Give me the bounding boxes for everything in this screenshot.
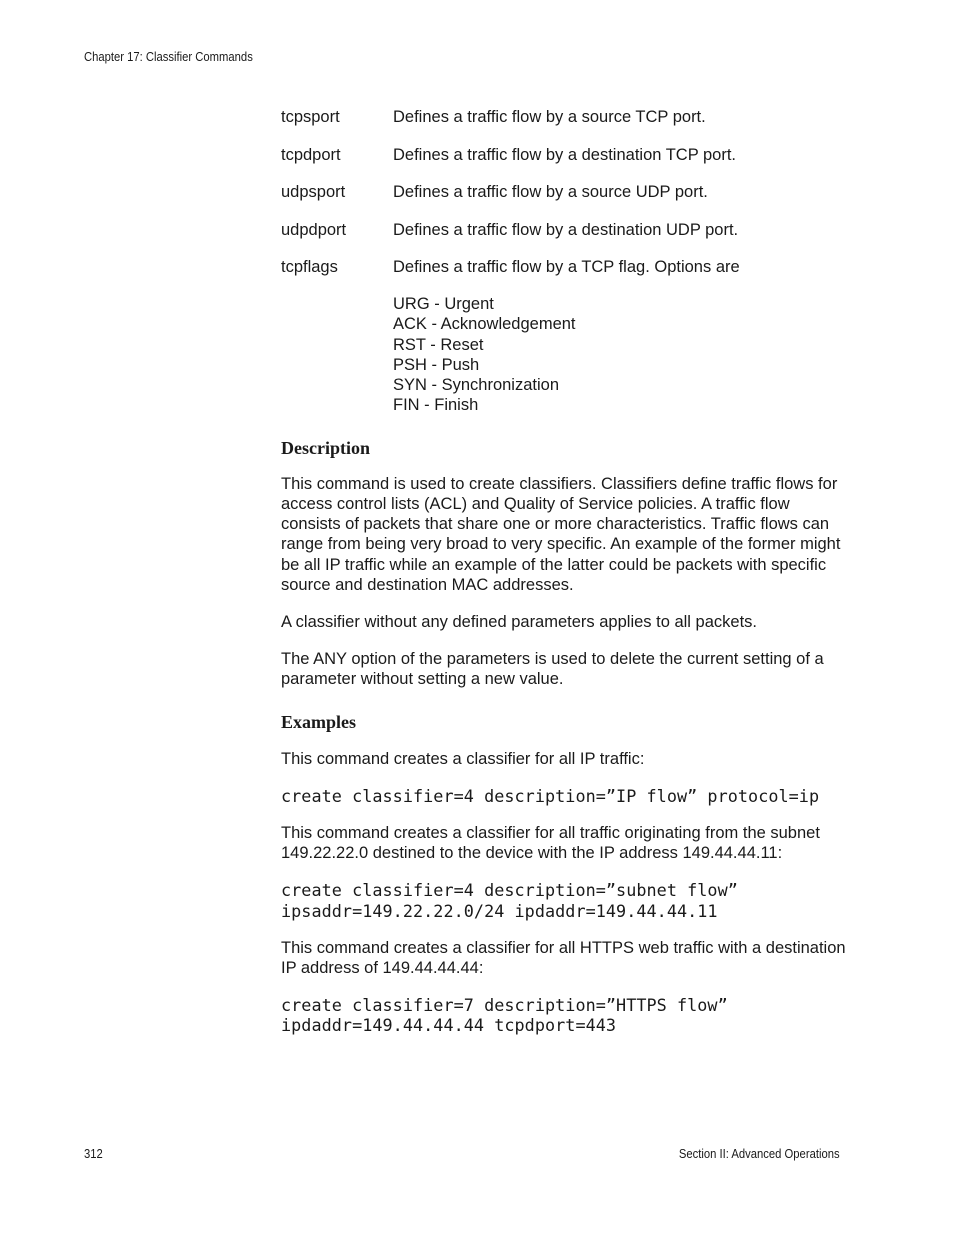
description-paragraph: A classifier without any defined parameters applies to all packets. (281, 613, 758, 631)
description-heading: Description (281, 437, 370, 458)
tcpflag-option: FIN - Finish (393, 396, 479, 415)
parameter-description: Defines a traffic flow by a source TCP port. (393, 108, 706, 126)
parameter-row (281, 145, 740, 183)
parameter-name: tcpsport (281, 108, 340, 126)
example-code: create classifier=7 description=”HTTPS flow” ipdaddr=149.44.44.44 tcpdport=443 (281, 995, 728, 1036)
parameter-row (281, 257, 740, 416)
tcpflag-option: RST - Reset (393, 335, 484, 354)
tcpflag-option: ACK - Acknowledgement (393, 315, 576, 334)
page-number: 312 (84, 1147, 103, 1161)
tcpflag-option: SYN - Synchronization (393, 376, 559, 395)
parameter-name: tcpflags (281, 258, 338, 276)
running-head: Chapter 17: Classifier Commands (84, 50, 253, 64)
examples-heading: Examples (281, 711, 357, 732)
parameter-table (281, 107, 740, 416)
parameter-row (281, 182, 740, 220)
page-content (281, 107, 846, 1036)
tcpflag-option: PSH - Push (393, 355, 480, 374)
tcpflag-options-list (393, 294, 740, 416)
parameter-description: Defines a traffic flow by a destination UDP port. (393, 220, 739, 239)
example-text: This command creates a classifier for all traffic originating from the subnet 149.22.22.0 destined to the device with the IP address 149.44.44.11: (281, 824, 820, 863)
parameter-name: tcpdport (281, 145, 341, 164)
parameter-name: udpdport (281, 220, 347, 239)
description-paragraph: This command is used to create classifiers. Classifiers define traffic flows for access control lists (ACL) and Quality of Service policies. A traffic flow consists of packets that share one or more characteristics. Traffic flows can range from being very broad to very specific. An example of the former might be all IP traffic while an example of the latter could be packets with specific source and destination MAC addresses. (281, 474, 841, 594)
parameter-description: Defines a traffic flow by a source UDP port. (393, 183, 708, 201)
example-text: This command creates a classifier for all HTTPS web traffic with a destination IP address of 149.44.44.44: (281, 938, 846, 978)
parameter-description (393, 257, 740, 416)
example-text: This command creates a classifier for all IP traffic: (281, 749, 645, 768)
parameter-row (281, 220, 740, 258)
parameter-name: udpsport (281, 183, 346, 201)
tcpflag-option: URG - Urgent (393, 295, 494, 313)
parameter-row (281, 107, 740, 145)
example-code: create classifier=4 description=”IP flow” protocol=ip (281, 785, 820, 806)
example-code: create classifier=4 description=”subnet flow” ipsaddr=149.22.22.0/24 ipdaddr=149.44.44.11 (281, 880, 738, 921)
description-paragraph: The ANY option of the parameters is used to delete the current setting of a parameter without setting a new value. (281, 650, 824, 689)
tcpflags-description: Defines a traffic flow by a TCP flag. Options are (393, 258, 740, 276)
parameter-description: Defines a traffic flow by a destination TCP port. (393, 145, 737, 164)
footer-section-title: Section II: Advanced Operations (679, 1147, 840, 1161)
